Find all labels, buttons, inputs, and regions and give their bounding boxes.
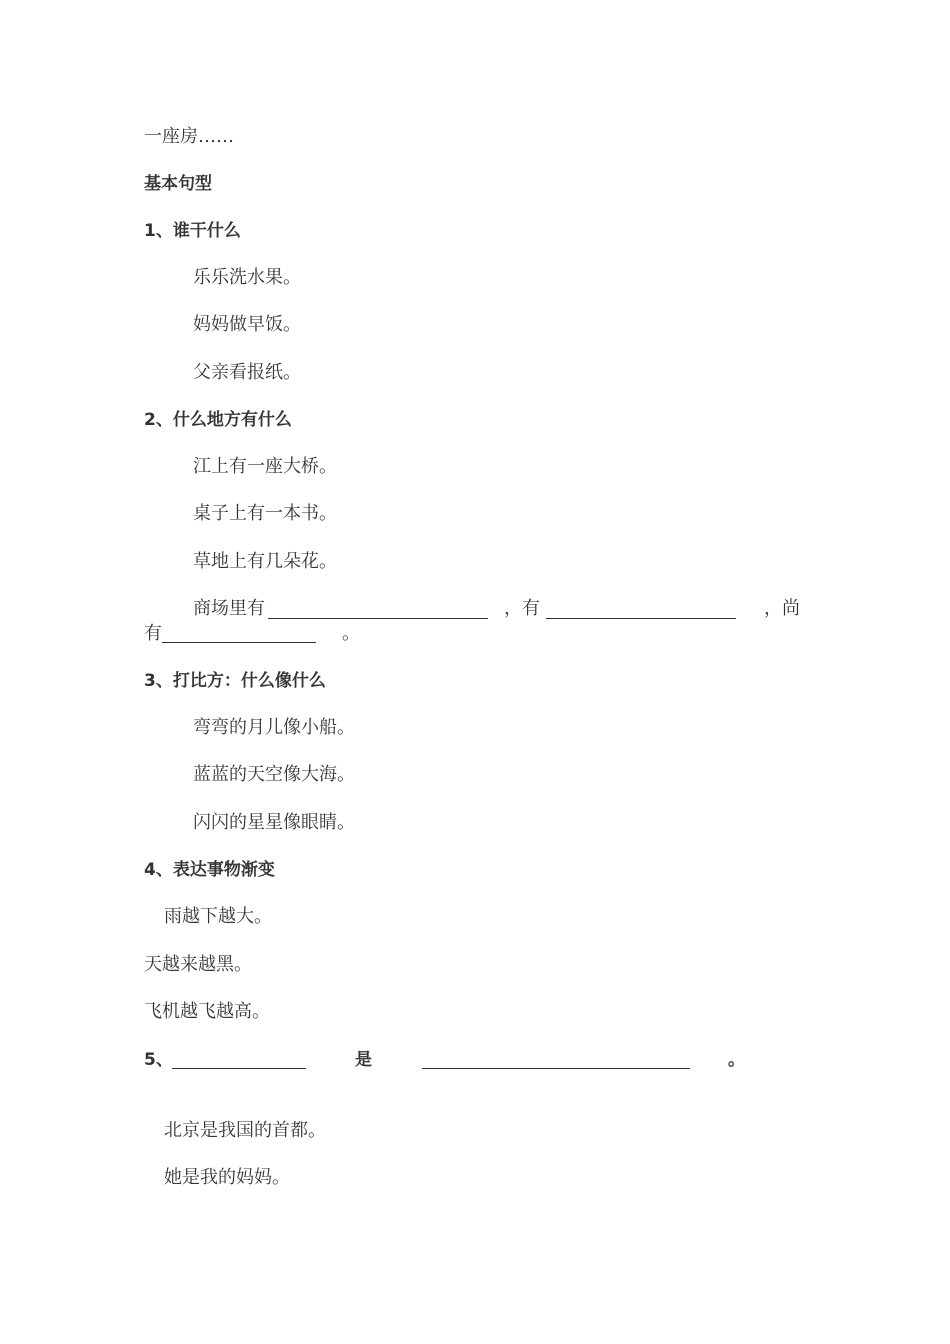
pattern-1-example: 父亲看报纸。 xyxy=(193,362,301,383)
exercise-mid-1: ，有 xyxy=(504,598,540,619)
pattern-4-heading: 4、表达事物渐变 xyxy=(144,860,275,880)
pattern-5-example: 北京是我国的首都。 xyxy=(164,1120,326,1141)
pattern-5-example: 她是我的妈妈。 xyxy=(164,1167,290,1188)
fill-blank-2[interactable] xyxy=(546,598,736,619)
fill-blank-5[interactable] xyxy=(422,1048,690,1069)
pattern-2-example: 草地上有几朵花。 xyxy=(193,551,337,572)
pattern-3-heading: 3、打比方：什么像什么 xyxy=(144,671,326,691)
fill-blank-1[interactable] xyxy=(268,598,488,619)
exercise-line2-start: 有 xyxy=(144,623,162,644)
pattern-2-example: 江上有一座大桥。 xyxy=(193,456,337,477)
pattern-4-example: 飞机越飞越高。 xyxy=(144,1001,270,1022)
pattern-4-example: 天越来越黑。 xyxy=(144,954,252,975)
intro-text: 一座房…… xyxy=(144,126,234,147)
pattern-5-heading-prefix: 5、 xyxy=(144,1050,173,1070)
pattern-3-example: 闪闪的星星像眼睛。 xyxy=(193,812,355,833)
pattern-3-example: 弯弯的月儿像小船。 xyxy=(193,717,355,738)
pattern-5-heading-mid: 是 xyxy=(355,1050,372,1070)
fill-blank-4[interactable] xyxy=(172,1048,306,1069)
pattern-1-example: 妈妈做早饭。 xyxy=(193,314,301,335)
fill-blank-3[interactable] xyxy=(162,622,316,643)
exercise-end: 。 xyxy=(342,623,360,644)
exercise-mid-2: ，尚 xyxy=(764,598,800,619)
section-title: 基本句型 xyxy=(144,174,212,194)
pattern-5-heading-end: 。 xyxy=(728,1050,745,1070)
pattern-4-example: 雨越下越大。 xyxy=(164,906,272,927)
pattern-2-heading: 2、什么地方有什么 xyxy=(144,410,292,430)
pattern-2-example: 桌子上有一本书。 xyxy=(193,503,337,524)
exercise-start: 商场里有 xyxy=(193,598,265,619)
pattern-3-example: 蓝蓝的天空像大海。 xyxy=(193,764,355,785)
pattern-1-heading: 1、谁干什么 xyxy=(144,221,241,241)
pattern-1-example: 乐乐洗水果。 xyxy=(193,267,301,288)
